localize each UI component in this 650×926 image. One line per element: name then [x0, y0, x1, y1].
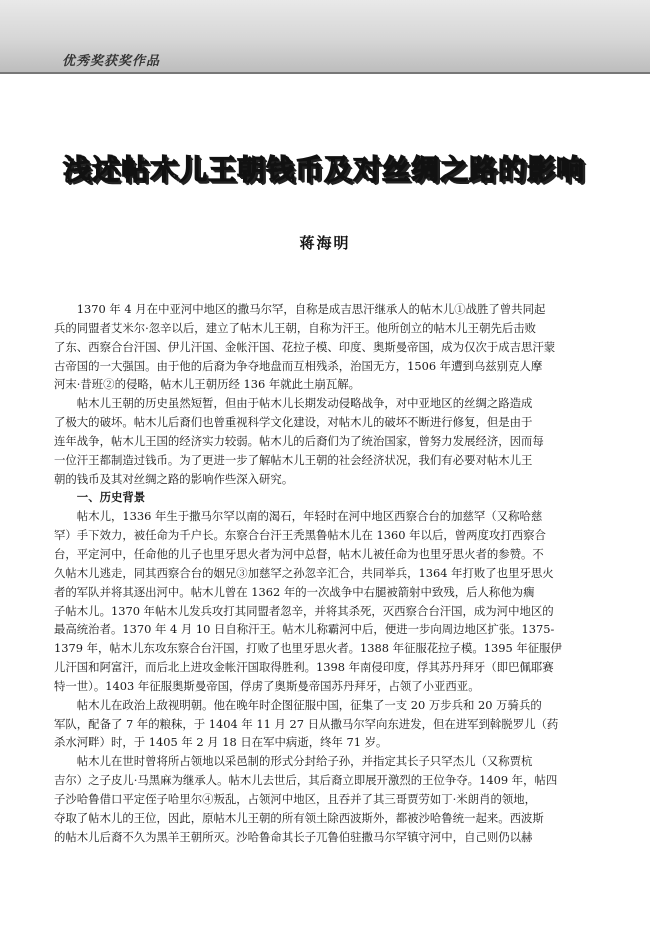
body-line: 吉尔）之子皮儿·马黑麻为继承人。帖木儿去世后，其后裔立即展开激烈的王位争夺。1409 年，帖四 — [54, 773, 558, 788]
body-line: 河末·昔班②的侵略，帖木儿王朝历经 136 年就此土崩瓦解。 — [54, 377, 360, 392]
body-line: 了极大的破坏。帖木儿后裔们也曾重视科学文化建设，对帖木儿的破坏不断进行修复，但是由于 — [54, 415, 533, 430]
body-line: 台，平定河中，任命他的儿子也里牙思火者为河中总督，帖木儿被任命为也里牙思火者的参赞。不 — [54, 546, 544, 561]
body-line: 兵的同盟者艾米尔·忽辛以后，建立了帖木儿王朝，自称为汗王。他所创立的帖木儿王朝先后击败 — [54, 320, 537, 335]
award-section-label: 优秀奖获奖作品 — [62, 54, 161, 69]
section-heading: 一、历史背景 — [76, 490, 146, 505]
body-line: 帖木儿，1336 年生于撒马尔罕以南的渴石，年轻时在河中地区西察合台的加慈罕（又称哈慈 — [76, 509, 543, 524]
body-line: 儿汗国和阿富汗，而后北上进攻金帐汗国取得胜利。1398 年南侵印度，俘其苏丹拜牙（即巴佩耶赛 — [54, 660, 554, 675]
body-line: 久帖木儿逃走，同其西察合台的姻兄③加慈罕之孙忽辛汇合，共同举兵，1364 年打败了也里牙思火 — [54, 565, 554, 580]
journal-header-band — [0, 0, 650, 74]
body-line: 子沙哈鲁借口平定侄子哈里尔④叛乱，占领河中地区，且吞并了其三哥贾劳如丁·米朗肖的领地， — [54, 791, 537, 806]
body-line: 杀水河畔）时，于 1405 年 2 月 18 日在军中病逝，终年 71 岁。 — [54, 735, 388, 750]
body-line: 朝的钱币及其对丝绸之路的影响作些深入研究。 — [54, 471, 294, 486]
body-line: 古帝国的一大强国。由于他的后裔为争夺地盘而互相残杀，治国无方，1506 年遭到乌兹别克人摩 — [54, 358, 543, 373]
body-line: 夺取了帖木儿的王位，因此，原帖木儿王朝的所有领土除西波斯外，都被沙哈鲁统一起来。西波斯 — [54, 810, 544, 825]
body-line: 了东、西察合台汗国、伊儿汗国、金帐汗国、花拉子模、印度、奥斯曼帝国，成为仅次于成吉思汗蒙 — [54, 339, 556, 354]
body-line: 帖木儿在政治上敌视明朝。他在晚年时企图征服中国，征集了一支 20 万步兵和 20 万骑兵的 — [76, 697, 542, 712]
article-author: 蒋海明 — [299, 234, 351, 252]
body-line: 者的军队并将其逐出河中。帖木儿曾在 1362 年的一次战争中右腿被箭射中致残，后人称他为瘸 — [54, 584, 535, 599]
body-line: 的帖木儿后裔不久为黑羊王朝所灭。沙哈鲁命其长子兀鲁伯驻撒马尔罕镇守河中，自己则仍以赫 — [54, 829, 533, 844]
body-line: 1379 年，帖木儿东攻东察合台汗国，打败了也里牙思火者。1388 年征服花拉子模。1395 年征服伊 — [54, 641, 562, 656]
body-line: 一位汗王都制造过钱币。为了更进一步了解帖木儿王朝的社会经济状况，我们有必要对帖木儿王 — [54, 452, 533, 467]
body-line: 帖木儿王朝的历史虽然短暂，但由于帖木儿长期发动侵略战争，对中亚地区的丝绸之路造成 — [76, 396, 533, 411]
article-title: 浅述帖木儿王朝钱币及对丝绸之路的影响 — [62, 153, 585, 186]
article-body — [54, 300, 602, 846]
body-line: 1370 年 4 月在中亚河中地区的撒马尔罕，自称是成吉思汗继承人的帖木儿①战胜了曾共同起 — [76, 302, 546, 316]
body-line: 最高统治者。1370 年 4 月 10 日自称汗王。帖木儿称霸河中后，便进一步向周边地区扩张。1375- — [54, 622, 555, 637]
body-line: 子帖木儿。1370 年帖木儿发兵攻打其同盟者忽辛，并将其杀死，灭西察合台汗国，成为河中地区的 — [54, 603, 554, 618]
body-line: 连年战争，帖木儿王国的经济实力较弱。帖木儿的后裔们为了统治国家，曾努力发展经济，因而每 — [54, 433, 544, 448]
body-line: 帖木儿在世时曾将所占领地以采邑制的形式分封给子孙，并指定其长子只罕杰儿（又称贾杭 — [76, 754, 533, 769]
body-line: 军队，配备了 7 年的粮秣，于 1404 年 11 月 27 日从撒马尔罕向东进发，但在进军到斡脱罗儿（药 — [54, 716, 559, 731]
body-line: 罕）手下效力，被任命为千户长。东察合台汗王秃黑鲁帖木儿在 1360 年以后，曾两度攻打西察合 — [54, 528, 546, 543]
body-line: 特一世）。1403 年征服奥斯曼帝国，俘虏了奥斯曼帝国苏丹拜牙，占领了小亚西亚。 — [54, 678, 480, 693]
